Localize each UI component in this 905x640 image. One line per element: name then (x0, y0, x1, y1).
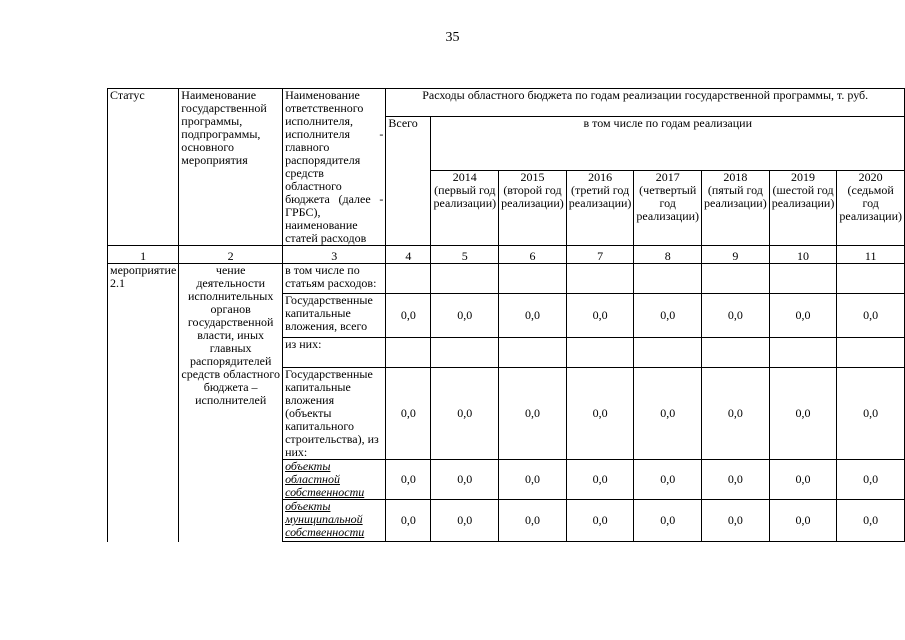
value-cell (431, 264, 499, 294)
value-cell: 0,0 (702, 368, 770, 460)
value-cell (566, 264, 634, 294)
value-cell: 0,0 (431, 500, 499, 542)
value-cell: 0,0 (386, 294, 431, 338)
value-cell: 0,0 (769, 294, 837, 338)
row-status: мероприятие 2.1 (108, 264, 179, 542)
header-by-years: в том числе по годам реализации (431, 117, 905, 171)
column-number: 9 (702, 246, 770, 264)
header-year-2014: 2014 (первый год реализации) (431, 171, 499, 246)
value-cell (386, 338, 431, 368)
header-year-2018: 2018 (пятый год реализации) (702, 171, 770, 246)
value-cell: 0,0 (837, 500, 905, 542)
value-cell (386, 264, 431, 294)
expense-item-label: Государственные капитальные вложения (объекты капитального строительства), из них: (283, 368, 386, 460)
value-cell: 0,0 (837, 460, 905, 500)
value-cell: 0,0 (431, 460, 499, 500)
value-cell (634, 264, 702, 294)
column-number: 1 (108, 246, 179, 264)
value-cell: 0,0 (634, 460, 702, 500)
column-numbers-row (108, 246, 905, 264)
value-cell: 0,0 (702, 294, 770, 338)
value-cell: 0,0 (769, 500, 837, 542)
header-year-2019: 2019 (шестой год реализации) (769, 171, 837, 246)
header-program-name: Наименование государственной программы, подпрограммы, основного мероприятия (179, 89, 283, 246)
column-number: 10 (769, 246, 837, 264)
value-cell: 0,0 (499, 460, 567, 500)
column-number: 6 (499, 246, 567, 264)
column-number: 4 (386, 246, 431, 264)
value-cell: 0,0 (386, 500, 431, 542)
value-cell: 0,0 (634, 500, 702, 542)
header-year-2016: 2016 (третий год реализации) (566, 171, 634, 246)
value-cell: 0,0 (499, 294, 567, 338)
table-row (108, 264, 905, 294)
value-cell: 0,0 (702, 500, 770, 542)
column-number: 2 (179, 246, 283, 264)
value-cell (499, 264, 567, 294)
column-number: 5 (431, 246, 499, 264)
column-number: 8 (634, 246, 702, 264)
value-cell (837, 264, 905, 294)
value-cell (769, 264, 837, 294)
budget-table (107, 88, 905, 542)
header-year-2017: 2017 (четвертый год реализации) (634, 171, 702, 246)
expense-item-label: в том числе по статьям расходов: (283, 264, 386, 294)
column-number: 11 (837, 246, 905, 264)
value-cell (566, 338, 634, 368)
expense-item-label: объекты муниципальной собственности (283, 500, 386, 542)
value-cell: 0,0 (566, 294, 634, 338)
value-cell: 0,0 (499, 368, 567, 460)
value-cell: 0,0 (769, 368, 837, 460)
value-cell: 0,0 (566, 460, 634, 500)
header-total: Всего (386, 117, 431, 246)
expense-item-label: Государственные капитальные вложения, всего (283, 294, 386, 338)
value-cell (634, 338, 702, 368)
column-number: 7 (566, 246, 634, 264)
value-cell: 0,0 (566, 368, 634, 460)
value-cell: 0,0 (431, 368, 499, 460)
header-executor: Наименование ответственного исполнителя, исполнителя - главного распорядителя средств областного бюджета (далее - ГРБС), наименование статей расходов (283, 89, 386, 246)
value-cell (431, 338, 499, 368)
header-status: Статус (108, 89, 179, 246)
value-cell: 0,0 (431, 294, 499, 338)
expense-item-label: объекты областной собственности (283, 460, 386, 500)
value-cell (702, 338, 770, 368)
value-cell: 0,0 (566, 500, 634, 542)
value-cell: 0,0 (386, 460, 431, 500)
value-cell (702, 264, 770, 294)
header-year-2020: 2020 (седьмой год реализации) (837, 171, 905, 246)
expense-item-label: из них: (283, 338, 386, 368)
column-number: 3 (283, 246, 386, 264)
header-year-2015: 2015 (второй год реализации) (499, 171, 567, 246)
value-cell: 0,0 (634, 294, 702, 338)
value-cell: 0,0 (386, 368, 431, 460)
header-expenses: Расходы областного бюджета по годам реализации государственной программы, т. руб. (386, 89, 905, 117)
value-cell (769, 338, 837, 368)
value-cell: 0,0 (837, 294, 905, 338)
value-cell: 0,0 (499, 500, 567, 542)
value-cell: 0,0 (769, 460, 837, 500)
value-cell: 0,0 (634, 368, 702, 460)
value-cell: 0,0 (702, 460, 770, 500)
value-cell (499, 338, 567, 368)
page-number: 35 (445, 30, 460, 45)
value-cell (837, 338, 905, 368)
value-cell: 0,0 (837, 368, 905, 460)
row-program-name: чение деятельности исполнительных органов государственной власти, иных главных распорядителей средств областного бюджета – исполнителей (179, 264, 283, 542)
